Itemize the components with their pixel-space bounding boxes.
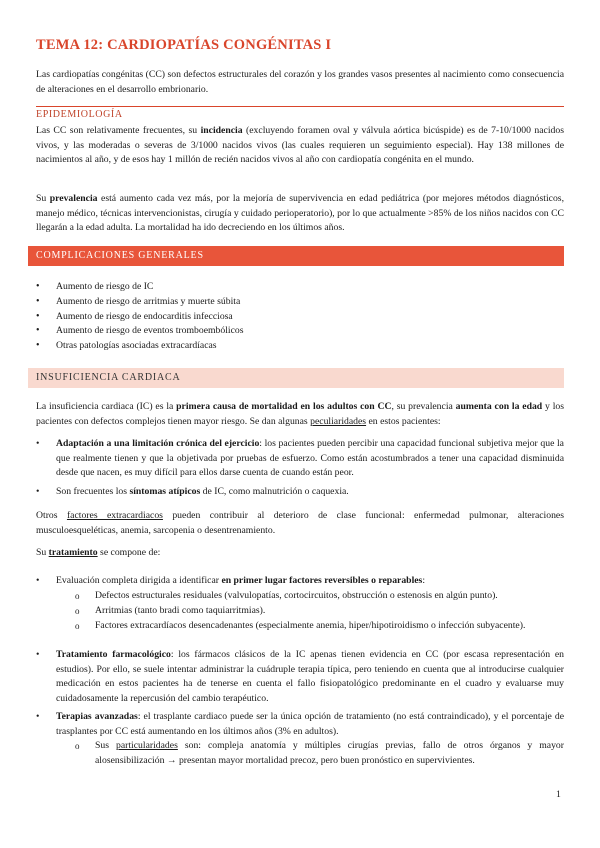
list-item: • Otras patologías asociadas extracardíacas	[36, 339, 564, 354]
section-heading-label: COMPLICACIONES GENERALES	[36, 250, 204, 261]
circle-bullet-icon: o	[75, 741, 80, 751]
circle-bullet-icon: o	[75, 606, 80, 616]
sub-list-item: o Sus particularidades son: compleja anatomía y múltiples cirugías previas, fallo de otros órganos y mayor alosensibilización → presentan mayor mortalidad precoz, pero buen pronóstico en supervivientes.	[75, 740, 564, 766]
bullet-icon: •	[36, 438, 40, 449]
page-number: 1	[556, 789, 561, 800]
complicaciones-list	[36, 280, 564, 354]
list-item: • Aumento de riesgo de endocarditis infecciosa	[36, 310, 564, 325]
list-item: • Aumento de riesgo de arritmias y muerte súbita	[36, 295, 564, 310]
list-item: • Evaluación completa dirigida a identificar en primer lugar factores reversibles o reparables:	[36, 574, 564, 589]
insuficiencia-paragraph-1: La insuficiencia cardiaca (IC) es la primera causa de mortalidad en los adultos con CC, su prevalencia aumenta con la edad y los pacientes con defectos complejos tienen mayor riesgo. Se dan algunas peculiaridades en estos pacientes:	[36, 401, 565, 427]
bullet-icon: •	[36, 486, 40, 497]
section-heading-insuficiencia	[28, 368, 564, 388]
insuficiencia-paragraph-3: Su tratamiento se compone de:	[36, 547, 161, 558]
page-title: TEMA 12: CARDIOPATÍAS CONGÉNITAS I	[36, 37, 332, 53]
bullet-icon: •	[36, 711, 40, 722]
section-heading-complicaciones	[28, 246, 564, 266]
epidemiologia-paragraph-1: Las CC son relativamente frecuentes, su incidencia (excluyendo foramen oval y válvula aórtica bicúspide) es de 7-10/1000 nacidos vivos, y las moderadas o severas de 3/1000 nacidos vivos (las cuales requieren un seguimiento especial). Hay 138 millones de nacimientos al año, y de esos hay 1 millón de recién nacidos vivos al año con cardiopatía congénita en el mundo.	[36, 125, 564, 165]
list-item: • Aumento de riesgo de eventos tromboembólicos	[36, 324, 564, 339]
section-divider	[36, 106, 564, 107]
sub-list-item: o Arritmias (tanto bradi como taquiarritmias).	[75, 604, 564, 619]
bullet-icon: •	[36, 575, 40, 586]
list-item: • Son frecuentes los síntomas atípicos de IC, como malnutrición o caquexia.	[36, 485, 564, 500]
intro-paragraph: Las cardiopatías congénitas (CC) son defectos estructurales del corazón y los grandes vasos presentes al nacimiento como consecuencia de alteraciones en el desarrollo embrionario.	[36, 69, 564, 95]
insuficiencia-paragraph-2: Otros factores extracardiacos pueden contribuir al deterioro de clase funcional: enfermedad pulmonar, alteraciones musculoesqueléticas, anemia, sarcopenia o desentrenamiento.	[36, 510, 564, 536]
list-item: • Aumento de riesgo de IC	[36, 280, 564, 295]
list-item: • Terapias avanzadas: el trasplante cardiaco puede ser la única opción de tratamiento (no está contraindicado), y el porcentaje de trasplantes por CC está aumentando en los últimos años (3% en adultos).	[36, 711, 564, 737]
bullet-icon: •	[36, 649, 40, 660]
circle-bullet-icon: o	[75, 591, 80, 601]
sub-list-item: o Defectos estructurales residuales (valvulopatías, cortocircuitos, obstrucción o estenosis en algún punto).	[75, 589, 564, 604]
section-heading-epidemiologia: EPIDEMIOLOGÍA	[36, 109, 123, 120]
list-item: • Adaptación a una limitación crónica del ejercicio: los pacientes pueden percibir una capacidad funcional subjetiva mejor que la que realmente tienen y que la objetivada por pruebas de esfuerzo. Como están acostumbrados a tener una capacidad disminuida desde que nacen, es muy difícil para ellos darse cuenta de cuando están peor.	[36, 438, 564, 478]
epidemiologia-paragraph-2: Su prevalencia está aumento cada vez más, por la mejoría de supervivencia en edad pediátrica (por mejores métodos diagnósticos, manejo médico, técnicas intervencionistas, cirugía y cuidado perioperatorio), por lo que actualmente >85% de los niños nacidos con CC llegarán a la edad adulta. La mortalidad ha ido decreciendo en los últimos años.	[36, 193, 564, 233]
circle-bullet-icon: o	[75, 621, 80, 631]
sub-list-item: o Factores extracardíacos desencadenantes (especialmente anemia, hiper/hipotiroidismo o infección subyacente).	[75, 619, 564, 634]
section-heading-label: INSUFICIENCIA CARDIACA	[36, 372, 181, 383]
list-item: • Tratamiento farmacológico: los fármacos clásicos de la IC apenas tienen evidencia en CC (por escasa representación en estudios). Por ello, se suele intentar administrar la cuádruple terapia típica, pero teniendo en cuenta que al introducirse cualquier medicación en estos pacientes ha de tenerse en cuenta el fallo fisiopatológico predominante en el cuadro y evaluarse muy cuidadosamente la repercusión del cambio terapéutico.	[36, 649, 564, 704]
